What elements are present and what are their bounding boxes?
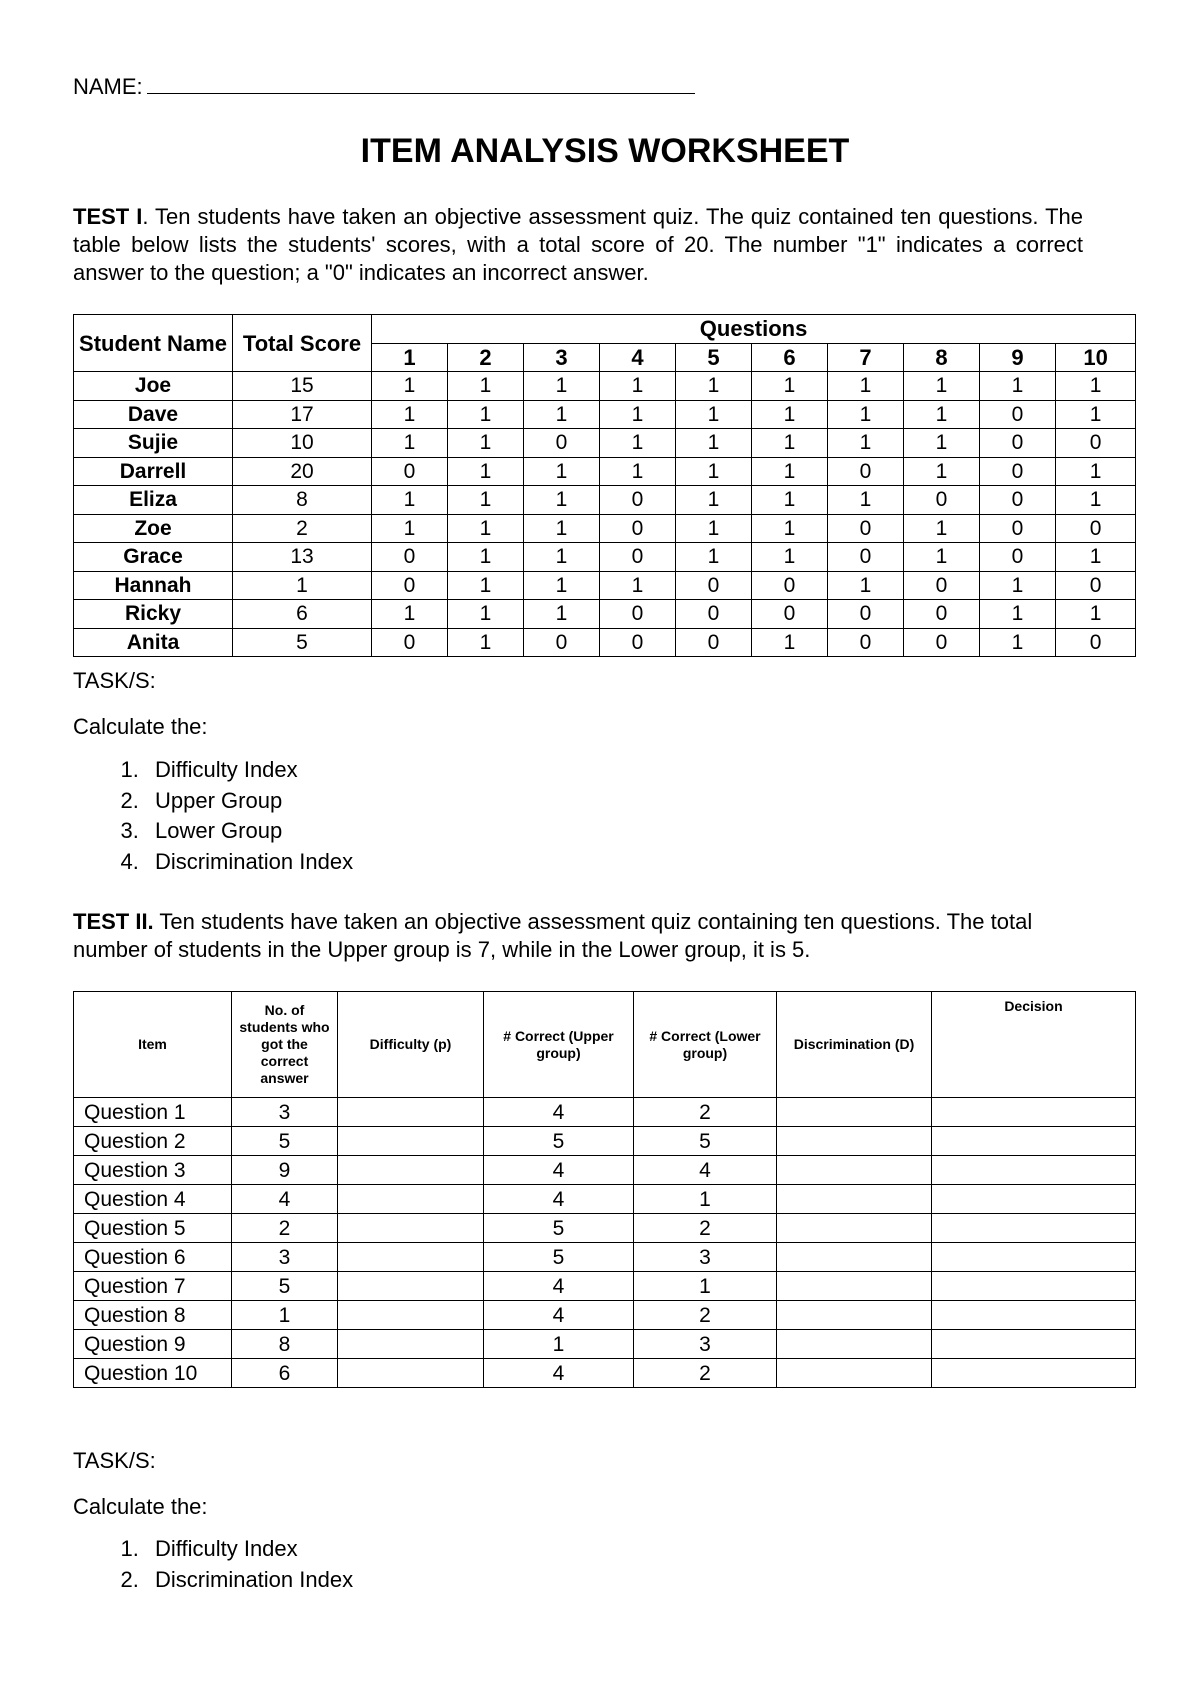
student-name-cell: Dave [74, 400, 233, 429]
answer-cell: 1 [524, 400, 600, 429]
test2-text: Ten students have taken an objective assessment quiz containing ten questions. The total number of students in the Upper group is 7, while in the Lower group, it is 5. [73, 909, 1033, 962]
answer-cell: 0 [372, 571, 448, 600]
answer-cell: 1 [448, 628, 524, 657]
answer-cell: 0 [676, 600, 752, 629]
test2-analysis-table [73, 991, 1136, 1388]
total-score-cell: 8 [233, 486, 372, 515]
header-question-10: 10 [1056, 343, 1136, 372]
answer-cell: 0 [980, 486, 1056, 515]
test2-tasks-label: TASK/S: [73, 1448, 156, 1473]
header-question-1: 1 [372, 343, 448, 372]
answer-cell: 0 [904, 600, 980, 629]
test1-text: . Ten students have taken an objective assessment quiz. The quiz contained ten questions. The table below lists the students' scores, with a total score of 20. The number "1" indicates a correct answer to the question; a "0" indicates an incorrect answer. [73, 204, 1084, 285]
num-correct-cell: 8 [232, 1330, 338, 1359]
table-row [74, 1359, 1136, 1388]
difficulty-cell[interactable] [338, 1330, 484, 1359]
answer-cell: 0 [524, 429, 600, 458]
answer-cell: 0 [980, 400, 1056, 429]
decision-cell[interactable] [932, 1243, 1136, 1272]
total-score-cell: 6 [233, 600, 372, 629]
item-cell: Question 8 [74, 1301, 232, 1330]
answer-cell: 0 [752, 571, 828, 600]
answer-cell: 1 [904, 457, 980, 486]
answer-cell: 1 [1056, 600, 1136, 629]
answer-cell: 0 [1056, 571, 1136, 600]
decision-cell[interactable] [932, 1359, 1136, 1388]
answer-cell: 1 [752, 514, 828, 543]
answer-cell: 1 [676, 486, 752, 515]
table-row [74, 514, 1136, 543]
header-difficulty: Difficulty (p) [338, 992, 484, 1098]
num-correct-cell: 2 [232, 1214, 338, 1243]
correct-lower-cell: 1 [634, 1272, 777, 1301]
difficulty-cell[interactable] [338, 1359, 484, 1388]
answer-cell: 0 [904, 628, 980, 657]
answer-cell: 0 [600, 628, 676, 657]
header-question-3: 3 [524, 343, 600, 372]
decision-cell[interactable] [932, 1156, 1136, 1185]
num-correct-cell: 4 [232, 1185, 338, 1214]
table-row [74, 372, 1136, 401]
answer-cell: 0 [1056, 514, 1136, 543]
correct-upper-cell: 5 [484, 1214, 634, 1243]
table-row [74, 400, 1136, 429]
answer-cell: 1 [828, 429, 904, 458]
total-score-cell: 1 [233, 571, 372, 600]
answer-cell: 1 [524, 457, 600, 486]
answer-cell: 1 [676, 457, 752, 486]
answer-cell: 0 [904, 571, 980, 600]
answer-cell: 0 [828, 543, 904, 572]
answer-cell: 0 [980, 543, 1056, 572]
answer-cell: 1 [524, 514, 600, 543]
total-score-cell: 5 [233, 628, 372, 657]
answer-cell: 1 [600, 400, 676, 429]
answer-cell: 0 [676, 571, 752, 600]
answer-cell: 1 [676, 400, 752, 429]
answer-cell: 0 [828, 600, 904, 629]
answer-cell: 1 [752, 372, 828, 401]
answer-cell: 1 [372, 372, 448, 401]
decision-cell[interactable] [932, 1214, 1136, 1243]
header-question-8: 8 [904, 343, 980, 372]
table-row [74, 1185, 1136, 1214]
header-question-5: 5 [676, 343, 752, 372]
table-row [74, 1214, 1136, 1243]
header-item: Item [74, 992, 232, 1098]
discrimination-cell[interactable] [777, 1156, 932, 1185]
difficulty-cell[interactable] [338, 1156, 484, 1185]
total-score-cell: 15 [233, 372, 372, 401]
answer-cell: 1 [752, 400, 828, 429]
answer-cell: 1 [980, 571, 1056, 600]
discrimination-cell[interactable] [777, 1243, 932, 1272]
correct-lower-cell: 2 [634, 1359, 777, 1388]
answer-cell: 0 [904, 486, 980, 515]
answer-cell: 1 [676, 429, 752, 458]
test2-task-list [73, 1534, 353, 1595]
item-cell: Question 6 [74, 1243, 232, 1272]
decision-cell[interactable] [932, 1330, 1136, 1359]
total-score-cell: 17 [233, 400, 372, 429]
correct-lower-cell: 2 [634, 1301, 777, 1330]
student-name-cell: Ricky [74, 600, 233, 629]
test1-tasks-label: TASK/S: [73, 668, 156, 693]
discrimination-cell[interactable] [777, 1330, 932, 1359]
header-question-2: 2 [448, 343, 524, 372]
answer-cell: 1 [600, 571, 676, 600]
table-row [74, 429, 1136, 458]
answer-cell: 1 [524, 543, 600, 572]
item-cell: Question 2 [74, 1127, 232, 1156]
name-underline[interactable] [147, 75, 695, 94]
decision-cell[interactable] [932, 1272, 1136, 1301]
list-item: 3. Lower Group [145, 816, 353, 847]
answer-cell: 1 [448, 600, 524, 629]
answer-cell: 1 [600, 457, 676, 486]
answer-cell: 0 [980, 429, 1056, 458]
page-title: ITEM ANALYSIS WORKSHEET [360, 132, 850, 170]
header-question-4: 4 [600, 343, 676, 372]
name-label: NAME: [73, 74, 143, 99]
answer-cell: 1 [904, 372, 980, 401]
correct-lower-cell: 3 [634, 1243, 777, 1272]
student-name-cell: Zoe [74, 514, 233, 543]
student-name-cell: Eliza [74, 486, 233, 515]
answer-cell: 1 [752, 543, 828, 572]
student-name-cell: Joe [74, 372, 233, 401]
difficulty-cell[interactable] [338, 1272, 484, 1301]
item-cell: Question 3 [74, 1156, 232, 1185]
total-score-cell: 10 [233, 429, 372, 458]
total-score-cell: 13 [233, 543, 372, 572]
answer-cell: 1 [448, 543, 524, 572]
answer-cell: 1 [752, 429, 828, 458]
header-correct-lower: # Correct (Lower group) [634, 992, 777, 1098]
difficulty-cell[interactable] [338, 1185, 484, 1214]
difficulty-cell[interactable] [338, 1243, 484, 1272]
answer-cell: 1 [904, 543, 980, 572]
answer-cell: 1 [372, 600, 448, 629]
discrimination-cell[interactable] [777, 1359, 932, 1388]
answer-cell: 0 [1056, 628, 1136, 657]
answer-cell: 1 [752, 457, 828, 486]
student-name-cell: Darrell [74, 457, 233, 486]
answer-cell: 1 [448, 514, 524, 543]
correct-upper-cell: 5 [484, 1243, 634, 1272]
test1-label: TEST I [73, 204, 143, 229]
difficulty-cell[interactable] [338, 1127, 484, 1156]
num-correct-cell: 5 [232, 1127, 338, 1156]
answer-cell: 1 [676, 543, 752, 572]
answer-cell: 0 [372, 457, 448, 486]
discrimination-cell[interactable] [777, 1301, 932, 1330]
table-row [74, 1243, 1136, 1272]
table-row [74, 1301, 1136, 1330]
answer-cell: 1 [448, 429, 524, 458]
answer-cell: 0 [372, 543, 448, 572]
correct-lower-cell: 2 [634, 1214, 777, 1243]
discrimination-cell[interactable] [777, 1214, 932, 1243]
answer-cell: 0 [524, 628, 600, 657]
answer-cell: 1 [980, 600, 1056, 629]
table-row [74, 1330, 1136, 1359]
answer-cell: 1 [904, 514, 980, 543]
answer-cell: 1 [828, 372, 904, 401]
answer-cell: 1 [600, 429, 676, 458]
student-name-cell: Grace [74, 543, 233, 572]
answer-cell: 0 [980, 457, 1056, 486]
student-name-cell: Anita [74, 628, 233, 657]
correct-lower-cell: 1 [634, 1185, 777, 1214]
answer-cell: 0 [980, 514, 1056, 543]
table-row [74, 1098, 1136, 1127]
answer-cell: 1 [828, 486, 904, 515]
answer-cell: 1 [752, 628, 828, 657]
name-field[interactable] [73, 74, 695, 100]
answer-cell: 1 [980, 628, 1056, 657]
decision-cell[interactable] [932, 1098, 1136, 1127]
discrimination-cell[interactable] [777, 1098, 932, 1127]
answer-cell: 0 [372, 628, 448, 657]
item-cell: Question 10 [74, 1359, 232, 1388]
num-correct-cell: 3 [232, 1098, 338, 1127]
answer-cell: 1 [524, 372, 600, 401]
header-question-6: 6 [752, 343, 828, 372]
correct-upper-cell: 1 [484, 1330, 634, 1359]
answer-cell: 0 [600, 514, 676, 543]
test1-calc-label: Calculate the: [73, 714, 208, 739]
table-row [74, 600, 1136, 629]
student-name-cell: Hannah [74, 571, 233, 600]
item-cell: Question 5 [74, 1214, 232, 1243]
answer-cell: 1 [1056, 457, 1136, 486]
answer-cell: 1 [752, 486, 828, 515]
answer-cell: 1 [448, 486, 524, 515]
correct-lower-cell: 2 [634, 1098, 777, 1127]
correct-upper-cell: 4 [484, 1185, 634, 1214]
item-cell: Question 4 [74, 1185, 232, 1214]
answer-cell: 1 [524, 600, 600, 629]
correct-upper-cell: 5 [484, 1127, 634, 1156]
answer-cell: 1 [448, 571, 524, 600]
answer-cell: 0 [752, 600, 828, 629]
difficulty-cell[interactable] [338, 1301, 484, 1330]
answer-cell: 1 [448, 457, 524, 486]
discrimination-cell[interactable] [777, 1185, 932, 1214]
table-row [74, 1127, 1136, 1156]
answer-cell: 0 [600, 543, 676, 572]
num-correct-cell: 5 [232, 1272, 338, 1301]
list-item: 2. Upper Group [145, 786, 353, 817]
item-cell: Question 9 [74, 1330, 232, 1359]
test2-label: TEST II. [73, 909, 154, 934]
table-row [74, 1156, 1136, 1185]
correct-upper-cell: 4 [484, 1301, 634, 1330]
correct-lower-cell: 5 [634, 1127, 777, 1156]
answer-cell: 1 [448, 400, 524, 429]
answer-cell: 1 [828, 400, 904, 429]
answer-cell: 0 [676, 628, 752, 657]
item-cell: Question 7 [74, 1272, 232, 1301]
answer-cell: 1 [1056, 486, 1136, 515]
correct-upper-cell: 4 [484, 1359, 634, 1388]
header-correct-upper: # Correct (Upper group) [484, 992, 634, 1098]
answer-cell: 1 [372, 429, 448, 458]
item-cell: Question 1 [74, 1098, 232, 1127]
correct-upper-cell: 4 [484, 1272, 634, 1301]
answer-cell: 0 [828, 457, 904, 486]
answer-cell: 0 [600, 486, 676, 515]
answer-cell: 1 [676, 514, 752, 543]
header-student-name: Student Name [74, 315, 233, 372]
discrimination-cell[interactable] [777, 1272, 932, 1301]
header-total-score: Total Score [233, 315, 372, 372]
correct-lower-cell: 3 [634, 1330, 777, 1359]
answer-cell: 1 [524, 486, 600, 515]
discrimination-cell[interactable] [777, 1127, 932, 1156]
list-item: 1. Difficulty Index [145, 755, 353, 786]
correct-upper-cell: 4 [484, 1098, 634, 1127]
num-correct-cell: 1 [232, 1301, 338, 1330]
table-row [74, 1272, 1136, 1301]
correct-upper-cell: 4 [484, 1156, 634, 1185]
table-row [74, 457, 1136, 486]
total-score-cell: 20 [233, 457, 372, 486]
list-item: 2. Discrimination Index [145, 1565, 353, 1596]
table-row [74, 571, 1136, 600]
header-question-9: 9 [980, 343, 1056, 372]
answer-cell: 0 [1056, 429, 1136, 458]
answer-cell: 0 [600, 600, 676, 629]
answer-cell: 1 [372, 486, 448, 515]
difficulty-cell[interactable] [338, 1098, 484, 1127]
num-correct-cell: 6 [232, 1359, 338, 1388]
header-num-correct: No. of students who got the correct answer [232, 992, 338, 1098]
list-item: 1. Difficulty Index [145, 1534, 353, 1565]
decision-cell[interactable] [932, 1127, 1136, 1156]
answer-cell: 1 [600, 372, 676, 401]
test2-instructions [73, 908, 1083, 964]
header-decision: Decision [932, 992, 1136, 1098]
test1-score-table [73, 314, 1136, 657]
answer-cell: 1 [904, 400, 980, 429]
answer-cell: 1 [372, 400, 448, 429]
test2-calc-label: Calculate the: [73, 1494, 208, 1519]
answer-cell: 1 [1056, 543, 1136, 572]
test1-instructions [73, 203, 1083, 287]
answer-cell: 1 [904, 429, 980, 458]
answer-cell: 0 [828, 514, 904, 543]
answer-cell: 1 [524, 571, 600, 600]
list-item: 4. Discrimination Index [145, 847, 353, 878]
table-row [74, 543, 1136, 572]
student-name-cell: Sujie [74, 429, 233, 458]
answer-cell: 1 [1056, 400, 1136, 429]
answer-cell: 1 [828, 571, 904, 600]
num-correct-cell: 9 [232, 1156, 338, 1185]
header-question-7: 7 [828, 343, 904, 372]
total-score-cell: 2 [233, 514, 372, 543]
answer-cell: 1 [372, 514, 448, 543]
answer-cell: 1 [1056, 372, 1136, 401]
table-row [74, 486, 1136, 515]
header-discrimination: Discrimination (D) [777, 992, 932, 1098]
difficulty-cell[interactable] [338, 1214, 484, 1243]
num-correct-cell: 3 [232, 1243, 338, 1272]
table-row [74, 628, 1136, 657]
answer-cell: 1 [448, 372, 524, 401]
decision-cell[interactable] [932, 1301, 1136, 1330]
answer-cell: 0 [828, 628, 904, 657]
answer-cell: 1 [676, 372, 752, 401]
answer-cell: 1 [980, 372, 1056, 401]
correct-lower-cell: 4 [634, 1156, 777, 1185]
header-questions: Questions [372, 315, 1136, 344]
test1-task-list [73, 755, 353, 877]
decision-cell[interactable] [932, 1185, 1136, 1214]
